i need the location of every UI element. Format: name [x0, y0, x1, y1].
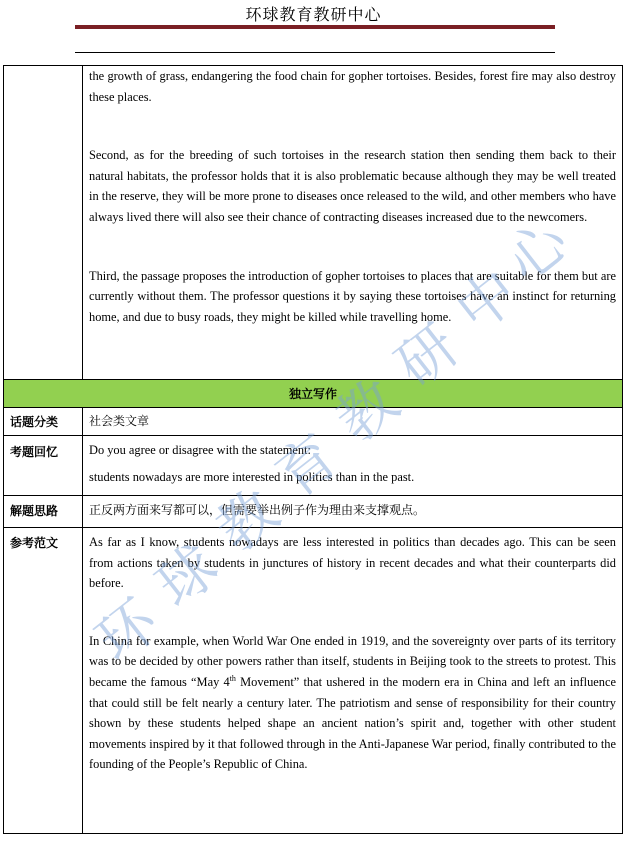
- continuation-paragraph-3: Third, the passage proposes the introduction of gopher tortoises to places that are suitable for them but are currently without them. The professor questions it by saying these tortoises have an instinct for returning home, and due to busy roads, they might be killed while travelling home.: [89, 268, 616, 324]
- topic-label: 话题分类: [4, 408, 83, 435]
- question-line-1: Do you agree or disagree with the statement:: [89, 443, 311, 457]
- sample-p2-after: Movement” that ushered in the modern era in China and left an influence that could still be felt nearly a century later. The patriotism and sense of responsibility for their country shown by these students helped shape an ancient nation’s spirit and, together with other student movements inspired by it that followed through in the Anti-Japanese War period, finally contributed to the founding of the People’s Republic of China.: [89, 674, 616, 772]
- sample-label: 参考范文: [4, 528, 83, 833]
- continuation-paragraph-1: the growth of grass, endangering the food chain for gopher tortoises. Besides, forest fire may also destroy these places.: [89, 69, 616, 104]
- watermark-char: 中: [443, 256, 531, 346]
- question-line-2: students nowadays are more interested in politics than in the past.: [89, 469, 415, 484]
- watermark-char: 研: [383, 311, 471, 401]
- section-heading: 独立写作: [4, 379, 622, 407]
- question-content: [83, 436, 622, 495]
- watermark-char: 环: [83, 586, 171, 676]
- continuation-row: [4, 65, 622, 379]
- header-title: 环球教育教研中心: [245, 5, 382, 24]
- watermark-char: 球: [143, 531, 231, 621]
- question-row: [4, 435, 622, 495]
- sample-p2-sup: th: [229, 673, 236, 683]
- sample-row: [4, 527, 622, 833]
- sample-paragraph-2: [89, 631, 616, 775]
- watermark-char: 心: [493, 206, 581, 296]
- continuation-label-cell: [4, 66, 83, 379]
- topic-row: [4, 407, 622, 435]
- watermark-char: 育: [263, 421, 351, 511]
- sample-paragraph-1: As far as I know, students nowadays are less interested in politics than decades ago. This can be seen from actions taken by students in junctures of history in recent decades and what their counterparts did before.: [89, 535, 616, 591]
- sample-content: [83, 528, 622, 833]
- continuation-paragraph-2: Second, as for the breeding of such tortoises in the research station then sending them back to their natural habitats, the professor holds that it is also problematic because although they may be well treated in the reserve, they will be more prone to diseases once released to the wild, and other members who have always lived there will also see their chance of contracting diseases increased due to the newcomers.: [89, 148, 616, 224]
- watermark-char: 教: [203, 476, 291, 566]
- content-table: [3, 65, 623, 834]
- approach-value: 正反两方面来写都可以，但需要举出例子作为理由来支撑观点。: [89, 503, 426, 517]
- continuation-content: [83, 66, 622, 379]
- header-bar: [75, 25, 555, 29]
- approach-label: 解题思路: [4, 496, 83, 527]
- approach-row: [4, 495, 622, 527]
- topic-value: 社会类文章: [89, 414, 150, 428]
- watermark-char: 教: [323, 366, 411, 456]
- sample-p2-before: In China for example, when World War One ended in 1919, and the sovereignty over parts of its territory was to be decided by other powers rather than itself, students in Beijing took to the streets to protest. This became the famous “May 4: [89, 633, 616, 689]
- question-label: 考题回忆: [4, 436, 83, 495]
- header-divider: [75, 52, 555, 53]
